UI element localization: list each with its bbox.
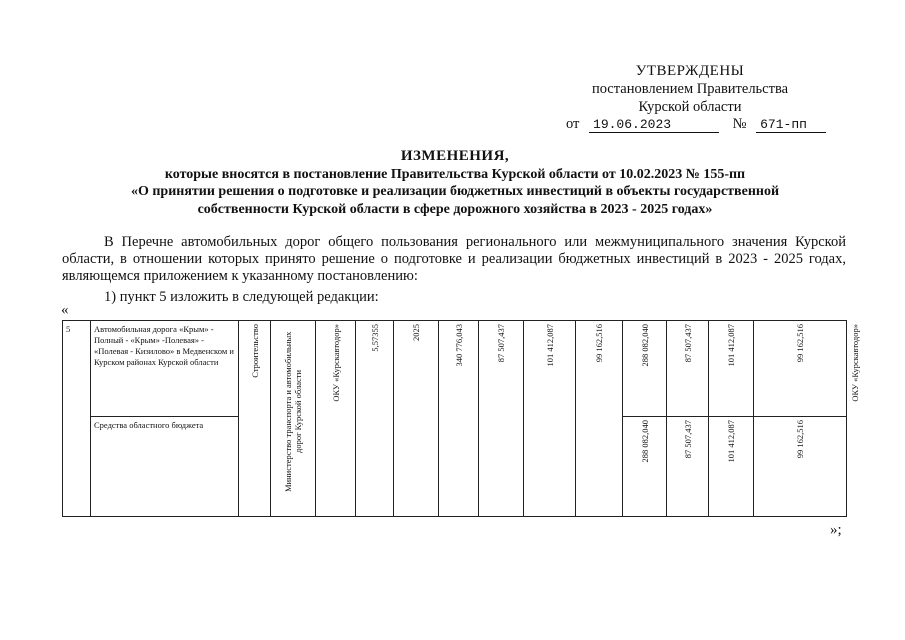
v2024-upper-cell [709,321,754,417]
cost-2025: 99 162,516 [594,324,604,363]
date-prefix: от [566,116,580,132]
title-line-3: собственности Курской области в сфере дорожного хозяйства в 2023 - 2025 годах» [197,201,713,217]
item-1-text: 1) пункт 5 изложить в следующей редакции: [104,289,379,305]
road-name-cell: Автомобильная дорога «Крым» - Полный - «Крым» -Полевая» - «Полевая - Кизилово» в Медвенском и Курском районах Курской области [91,321,239,417]
work-type: Строительство [249,324,260,378]
v2023-upper-cell [667,321,709,417]
document-title [60,148,850,218]
year: 2025 [411,324,421,341]
title-line-1: которые вносятся в постановление Правительства Курской области от 10.02.2023 № 155-пп [164,166,746,182]
approval-number: 671-пп [756,117,826,133]
total-lower-cell [623,417,667,517]
ministry: Министерство транспорта и автомобильных дорог Курской области [283,331,303,492]
total-lower: 288 082,040 [639,420,650,463]
budget-source-cell: Средства областного бюджета [91,417,239,517]
work-type-cell [239,321,271,517]
open-quote: « [61,302,69,318]
approval-line-2: Курской области [638,99,742,115]
length-cell [356,321,394,517]
close-quote: »; [830,522,842,538]
v2025-upper-cell [754,321,847,417]
ministry-cell [271,321,316,517]
table-row [63,321,847,417]
cost-total: 340 776,043 [453,324,464,367]
intro-text: В Перечне автомобильных дорог общего пользования регионального или межмуниципального значения Курской области, в отношении которых принято решение о подготовке и реализации бюджетных инвестиций в 2023 - 2025 годах, являющемся приложением к указанному постановлению: [62,234,846,284]
title-main: ИЗМЕНЕНИЯ, [400,148,510,164]
row-number: 5 [63,321,91,517]
number-prefix: № [732,116,747,132]
customer-cell [316,321,356,517]
customer: ОКУ «Курскавтодор» [330,324,341,402]
v2024-lower: 101 412,087 [726,420,736,463]
intro-paragraph [62,234,846,285]
cost-2023: 87 507,437 [496,324,506,363]
cost-2024: 101 412,087 [544,324,555,367]
v2025-lower-cell [754,417,847,517]
total-upper: 288 082,040 [639,324,650,367]
v2023-lower: 87 507,437 [682,420,693,459]
v2024-upper: 101 412,087 [726,324,736,367]
approval-date-line [566,116,826,133]
v2023-upper: 87 507,437 [682,324,693,363]
v2025-upper: 99 162,516 [795,324,805,363]
length: 5,57355 [369,324,380,352]
year-cell [394,321,439,517]
amendment-table [62,320,860,517]
cost-2025-cell [576,321,623,517]
cost-2023-cell [479,321,524,517]
approval-date: 19.06.2023 [589,117,719,133]
approval-heading: УТВЕРЖДЕНЫ [635,63,745,79]
v2023-lower-cell [667,417,709,517]
total-upper-cell [623,321,667,417]
v2025-lower: 99 162,516 [795,420,805,459]
v2024-lower-cell [709,417,754,517]
executor: ОКУ «Курскавтодор» [850,324,860,402]
title-line-2: «О принятии решения о подготовке и реализации бюджетных инвестиций в объекты государственной [130,184,780,199]
approval-block [560,62,820,116]
cost-2024-cell [524,321,576,517]
approval-line-1: постановлением Правительства [591,81,789,97]
cost-total-cell [439,321,479,517]
